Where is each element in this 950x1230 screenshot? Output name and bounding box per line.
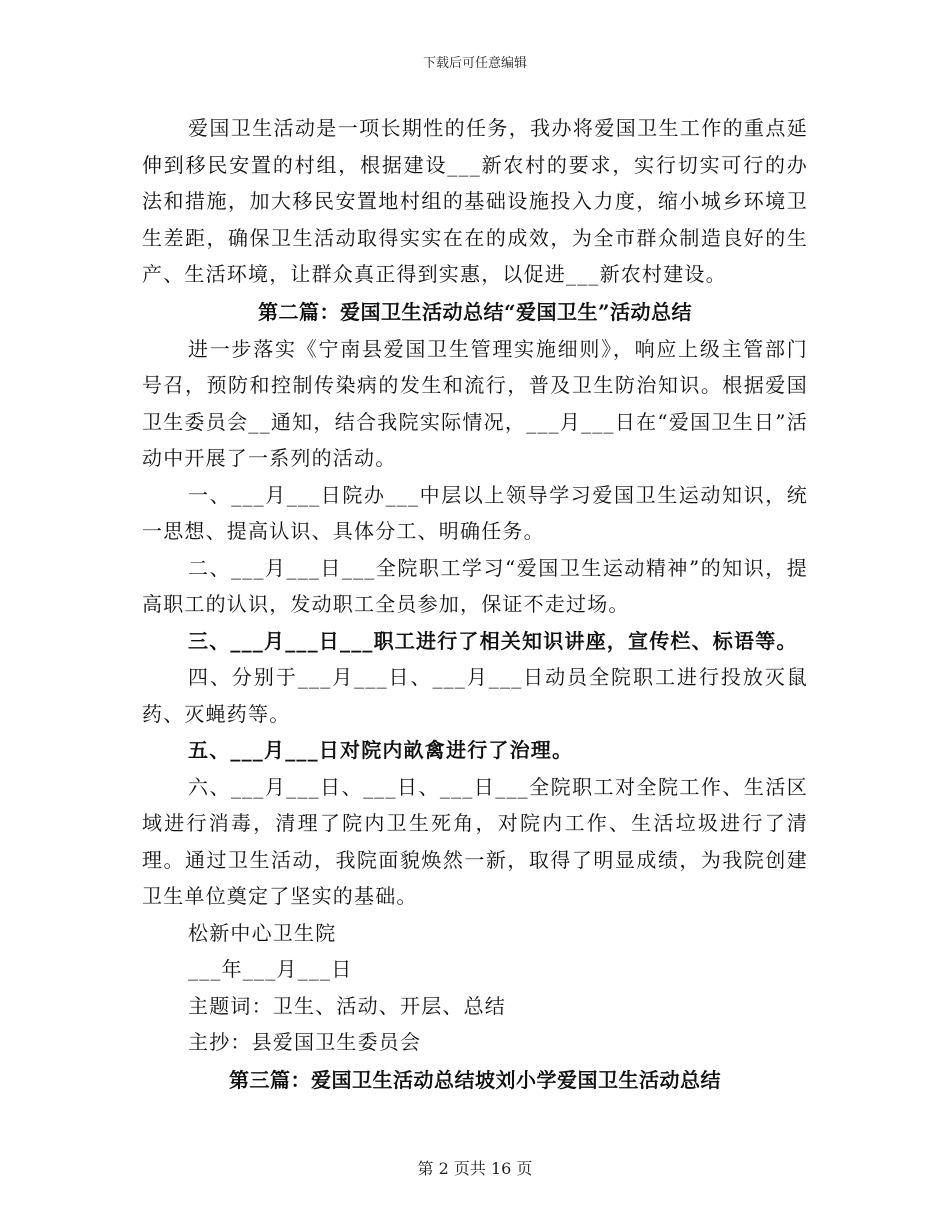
- copy-to: 主抄：县爱国卫生委员会: [188, 1030, 422, 1054]
- paragraph-3: 一、___月___日院办___中层以上领导学习爱国卫生运动知识，统一思想、提高认识、具体分工、明确任务。: [142, 482, 808, 543]
- section-heading-3: 第三篇：爱国卫生活动总结坡刘小学爱国卫生活动总结: [229, 1067, 721, 1092]
- paragraph-1: 爱国卫生活动是一项长期性的任务，我办将爱国卫生工作的重点延伸到移民安置的村组，根据建设___新农村的要求，实行切实可行的办法和措施，加大移民安置地村组的基础设施投入力度，缩小城乡环境卫生差距，确保卫生活动取得实实在在的成效，为全市群众制造良好的生产、生活环境，让群众真正得到实惠，以促进___新农村建设。: [142, 116, 808, 286]
- document-body: [142, 110, 808, 1099]
- paragraph-4: 二、___月___日___全院职工学习“爱国卫生运动精神”的知识，提高职工的认识，发动职工全员参加，保证不走过场。: [142, 555, 808, 616]
- signature-org: 松新中心卫生院: [188, 920, 337, 945]
- paragraph-2: 进一步落实《宁南县爱国卫生管理实施细则》，响应上级主管部门号召，预防和控制传染病的发生和流行，普及卫生防治知识。根据爱国卫生委员会__通知，结合我院实际情况，___月___日在“爱国卫生日”活动中开展了一系列的活动。: [142, 336, 808, 470]
- paragraph-8: 六、___月___日、___日、___日___全院职工对全院工作、生活区域进行消毒，清理了院内卫生死角，对院内工作、生活垃圾进行了清理。通过卫生活动，我院面貌焕然一新，取得了明显成绩，为我院创建卫生单位奠定了坚实的基础。: [142, 774, 808, 908]
- page-header: 下载后可任意编辑: [422, 56, 527, 71]
- paragraph-7: 五、___月___日对院内畝禽进行了治理。: [188, 738, 574, 762]
- section-heading-2: 第二篇：爱国卫生活动总结“爱国卫生”活动总结: [257, 299, 692, 324]
- paragraph-5: 三、___月___日___职工进行了相关知识讲座，宣传栏、标语等。: [188, 628, 798, 653]
- signature-date: ___年___月___日: [188, 957, 353, 981]
- keywords: 主题词：卫生、活动、开层、总结: [188, 993, 506, 1018]
- page-footer: 第 2 页共 16 页: [417, 1159, 533, 1178]
- paragraph-6: 四、分别于___月___日、___月___日动员全院职工进行投放灭鼠药、灭蝇药等。: [142, 665, 808, 726]
